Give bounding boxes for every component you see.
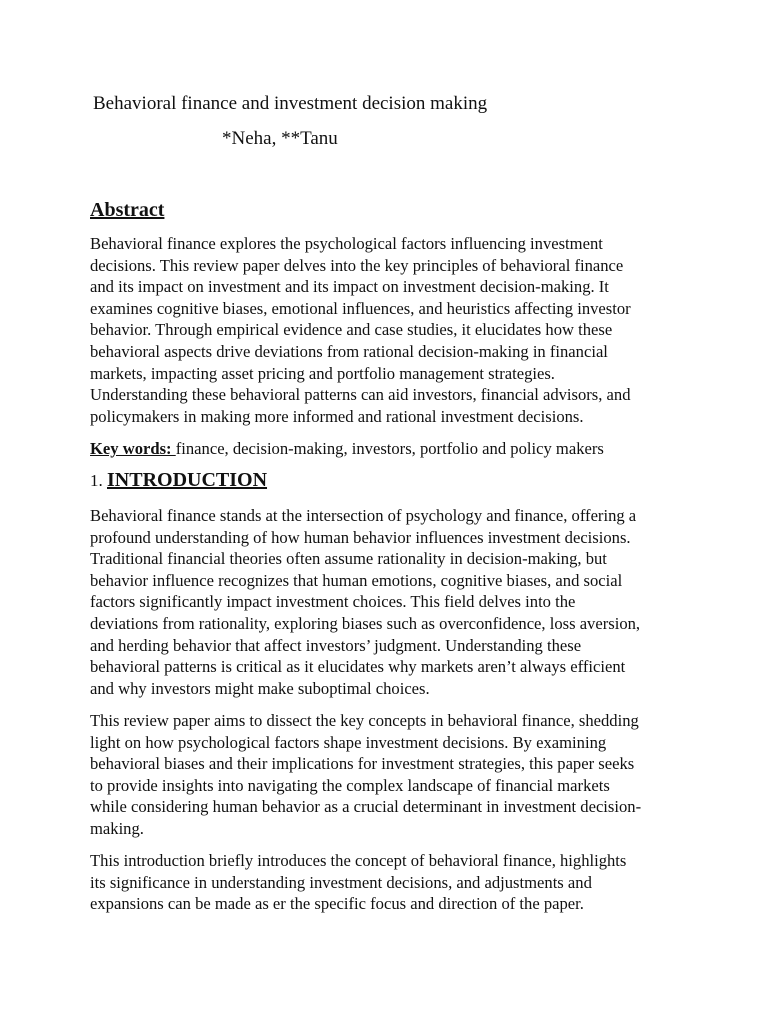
keywords [90, 438, 690, 460]
paragraph-line: behavior influence recognizes that human emotions, cognitive biases, and social [90, 570, 623, 590]
paragraph-line: deviations from rationality, exploring biases such as overconfidence, loss aversion, [90, 613, 641, 633]
section-title: INTRODUCTION [107, 469, 268, 491]
introduction-paragraph [90, 505, 690, 699]
paragraph-line: its significance in understanding investment decisions, and adjustments and [90, 872, 592, 892]
abstract-line: policymakers in making more informed and rational investment decisions. [90, 406, 584, 426]
keywords-text: finance, decision-making, investors, portfolio and policy makers [175, 439, 604, 458]
paragraph-line: Behavioral finance stands at the intersection of psychology and finance, offering a [90, 506, 637, 525]
introduction-heading [90, 467, 267, 494]
paragraph-line: and why investors might make suboptimal choices. [90, 678, 430, 698]
abstract-line: Behavioral finance explores the psychological factors influencing investment [90, 234, 603, 253]
paragraph-line: light on how psychological factors shape investment decisions. By examining [90, 732, 607, 752]
introduction-paragraph [90, 710, 690, 840]
paragraph-line: This review paper aims to dissect the key concepts in behavioral finance, shedding [90, 711, 639, 730]
paper-authors: *Neha, **Tanu [222, 128, 338, 149]
abstract-line: Understanding these behavioral patterns can aid investors, financial advisors, and [90, 385, 631, 405]
paragraph-line: factors significantly impact investment choices. This field delves into the [90, 592, 576, 612]
abstract-line: and its impact on investment and its impact on investment decision-making. It [90, 277, 609, 297]
paragraph-line: behavioral biases and their implications for investment strategies, this paper seeks [90, 754, 635, 774]
abstract-line: markets, impacting asset pricing and portfolio management strategies. [90, 363, 555, 383]
introduction-paragraph [90, 850, 690, 915]
keywords-label: Key words: [90, 439, 176, 458]
paragraph-line: while considering human behavior as a crucial determinant in investment decision- [90, 797, 642, 817]
abstract-line: behavior. Through empirical evidence and case studies, it elucidates how these [90, 320, 613, 340]
paragraph-line: This introduction briefly introduces the concept of behavioral finance, highlights [90, 851, 627, 870]
abstract-paragraph [90, 233, 690, 427]
paragraph-line: expansions can be made as er the specific focus and direction of the paper. [90, 894, 584, 914]
paragraph-line: Traditional financial theories often assume rationality in decision-making, but [90, 549, 607, 569]
paragraph-line: behavioral patterns is critical as it elucidates why markets aren’t always efficient [90, 657, 626, 677]
section-number: 1. [90, 471, 107, 490]
paragraph-line: to provide insights into navigating the complex landscape of financial markets [90, 775, 610, 795]
abstract-heading: Abstract [90, 199, 165, 221]
abstract-line: decisions. This review paper delves into the key principles of behavioral finance [90, 255, 624, 275]
abstract-line: behavioral aspects drive deviations from rational decision-making in financial [90, 341, 608, 361]
paragraph-line: profound understanding of how human behavior influences investment decisions. [90, 527, 631, 547]
paragraph-line: and herding behavior that affect investors’ judgment. Understanding these [90, 635, 582, 655]
paper-title: Behavioral finance and investment decision making [93, 93, 488, 114]
paragraph-line: making. [90, 818, 144, 838]
abstract-line: examines cognitive biases, emotional influences, and heuristics affecting investor [90, 298, 631, 318]
